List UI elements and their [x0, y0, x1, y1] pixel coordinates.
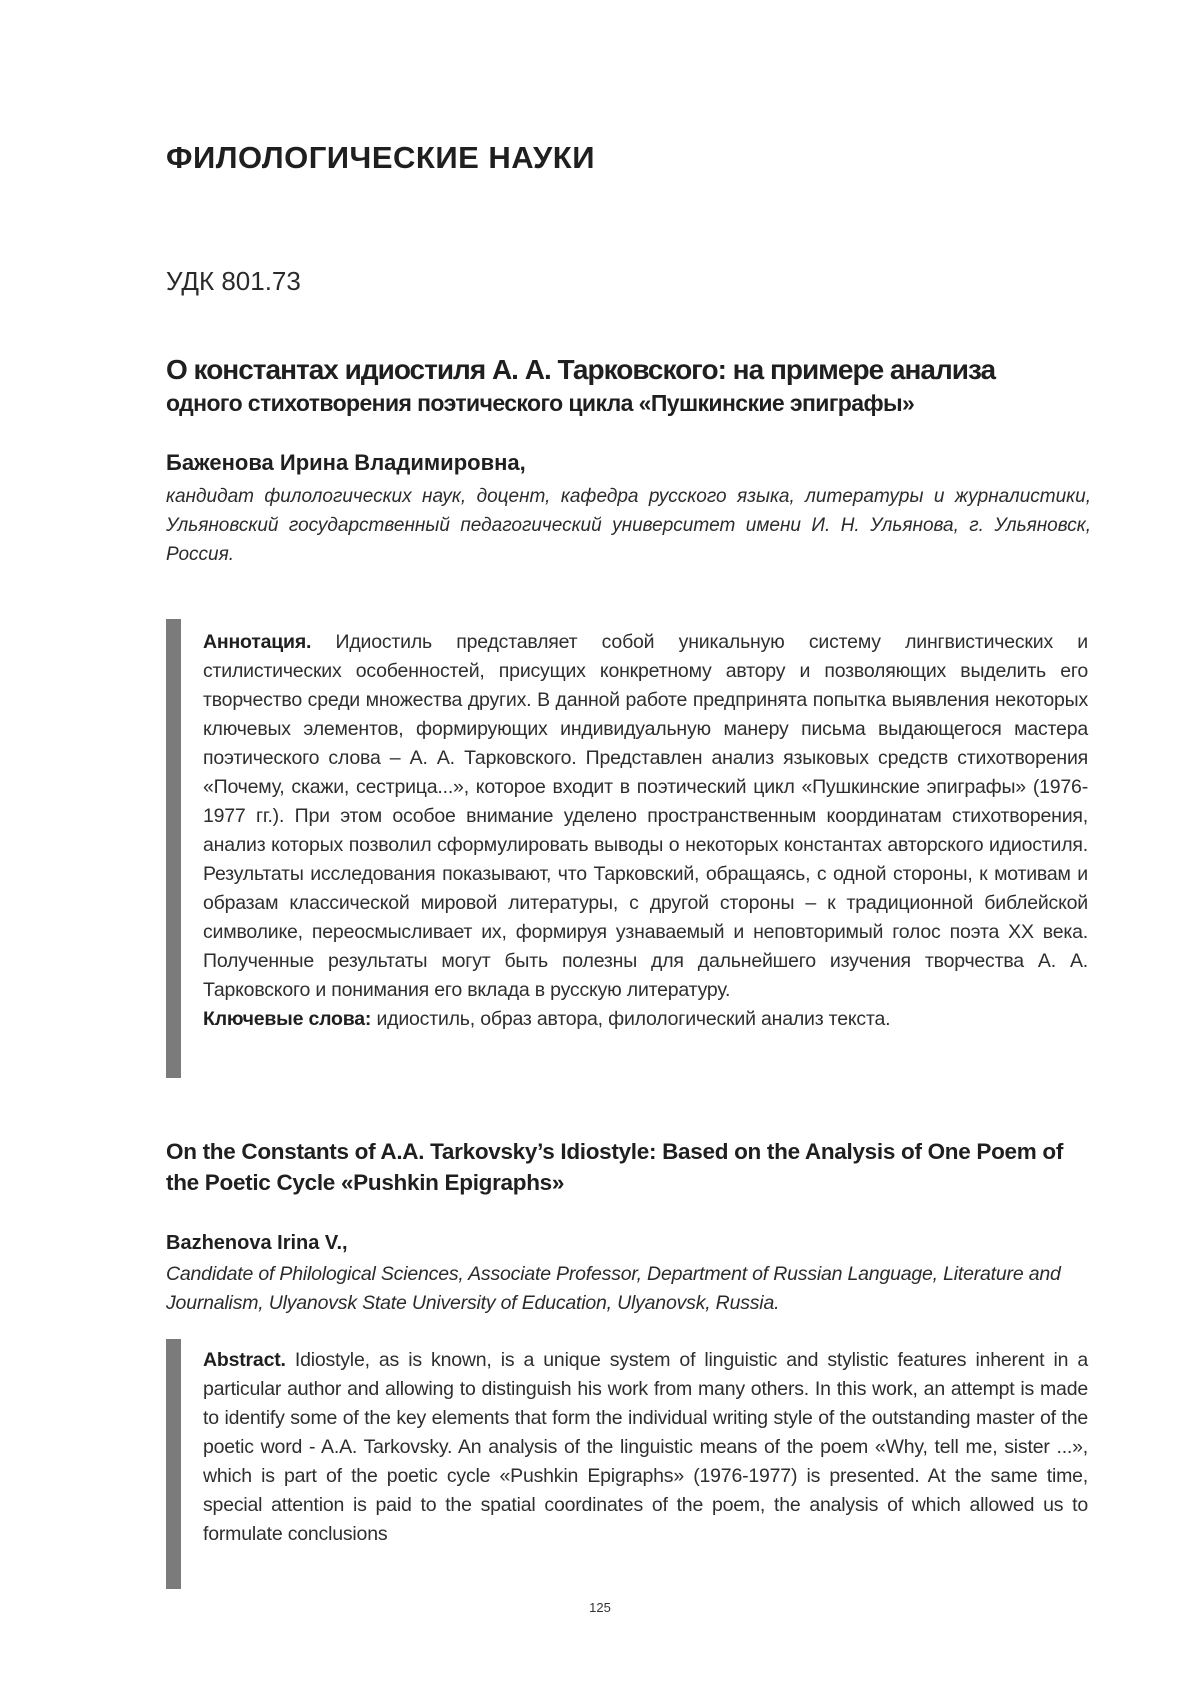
- keywords-ru-text: идиостиль, образ автора, филологический анализ текста.: [371, 1008, 891, 1030]
- author-affiliation-en: Candidate of Philological Sciences, Associate Professor, Department of Russian Language, Literature and Journalism, Ulyanovsk State University of Education, Ulyanovsk, Russia.: [166, 1263, 1061, 1314]
- article-title-ru-line2: одного стихотворения поэтического цикла «Пушкинские эпиграфы»: [166, 390, 915, 416]
- article-title-en: On the Constants of A.A. Tarkovsky’s Idiostyle: Based on the Analysis of One Poem of the Poetic Cycle «Pushkin Epigraphs»: [166, 1139, 1064, 1195]
- abstract-en-label: Abstract.: [203, 1349, 286, 1371]
- abstract-en-sidebar: [166, 1339, 181, 1589]
- author-name-en: Bazhenova Irina V.,: [166, 1232, 348, 1254]
- abstract-ru-label: Аннотация.: [203, 631, 312, 653]
- abstract-ru-body: [203, 628, 1088, 1005]
- author-affiliation-ru: кандидат филологических наук, доцент, кафедра русского языка, литературы и журналистики, Ульяновский государственный педагогический университет имени И. Н. Ульянова, г. Ульяновск, Россия.: [166, 486, 1091, 565]
- keywords-ru: [203, 1005, 1088, 1034]
- abstract-ru-text: Идиостиль представляет собой уникальную систему лингвистических и стилистических особенностей, присущих конкретному автору и позволяющих выделить его творчество среди множества других. В данной работе предпринята попытка выявления некоторых ключевых элементов, формирующих индивидуальную манеру письма выдающегося мастера поэтического слова – А. А. Тарковского. Представлен анализ языковых средств стихотворения «Почему, скажи, сестрица...», которое входит в поэтический цикл «Пушкинские эпиграфы» (1976-1977 гг.). При этом особое внимание уделено пространственным координатам стихотворения, анализ которых позволил сформулировать выводы о некоторых константах авторского идиостиля. Результаты исследования показывают, что Тарковский, обращаясь, с одной стороны, к мотивам и образам классической мировой литературы, с другой стороны – к традиционной библейской символике, переосмысливает их, формируя узнаваемый и неповторимый голос поэта XX века. Полученные результаты могут быть полезны для дальнейшего изучения творчества А. А. Тарковского и понимания его вклада в русскую литературу.: [203, 631, 1088, 1001]
- article-title-ru-line1: О константах идиостиля А. А. Тарковского: на примере анализа: [166, 354, 996, 385]
- abstract-en-text: Idiostyle, as is known, is a unique system of linguistic and stylistic features inherent in a particular author and allowing to distinguish his work from many others. In this work, an attempt is made to identify some of the key elements that form the individual writing style of the outstanding master of the poetic word - A.A. Tarkovsky. An analysis of the linguistic means of the poem «Why, tell me, sister ...», which is part of the poetic cycle «Pushkin Epigraphs» (1976-1977) is presented. At the same time, special attention is paid to the spatial coordinates of the poem, the analysis of which allowed us to formulate conclusions: [203, 1349, 1088, 1545]
- article-title-ru: [166, 352, 1096, 418]
- abstract-ru: [203, 628, 1088, 1034]
- udk-code: УДК 801.73: [166, 266, 301, 296]
- abstract-en: [203, 1346, 1088, 1549]
- keywords-ru-label: Ключевые слова:: [203, 1008, 372, 1030]
- abstract-en-body: [203, 1346, 1088, 1549]
- page-number: 125: [589, 1600, 611, 1615]
- author-name-ru: Баженова Ирина Владимировна,: [166, 450, 526, 475]
- abstract-ru-sidebar: [166, 619, 181, 1078]
- section-title: ФИЛОЛОГИЧЕСКИЕ НАУКИ: [166, 140, 595, 175]
